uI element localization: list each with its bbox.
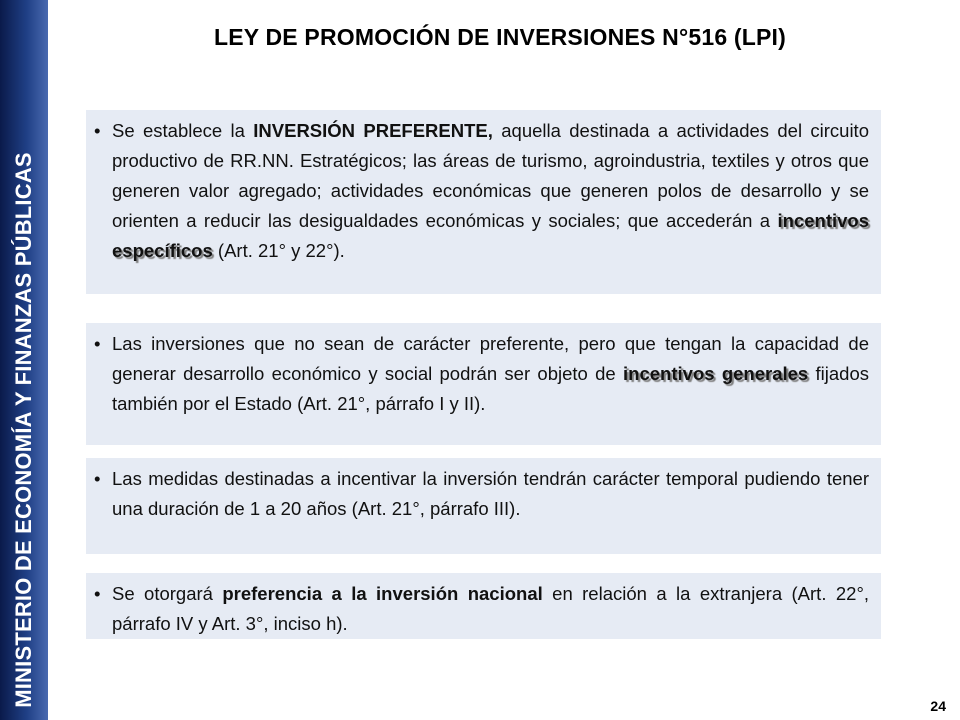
page-title: LEY DE PROMOCIÓN DE INVERSIONES N°516 (LPI) <box>213 24 787 50</box>
sidebar-banner <box>0 0 48 720</box>
bullet-point: • <box>94 120 101 141</box>
paragraph-text: en relación a la extranjera (Art. 22°, párrafo IV y Art. 3°, inciso h). <box>112 583 869 634</box>
emphasis-text: preferencia a la inversión nacional <box>222 583 543 604</box>
text-box-1 <box>86 110 881 294</box>
paragraph-text: aquella destinada a actividades del circuito productivo de RR.NN. Estratégicos; las áreas de turismo, agroindustria, textiles y otros que generen valor agregado; actividades económicas que generen polos de desarrollo y se orienten a reducir las desigualdades económicas y sociales; que accederán a <box>112 120 869 231</box>
bullet-point: • <box>94 333 101 354</box>
emphasis-text: incentivos específicos <box>112 210 869 261</box>
paragraph-text: (Art. 21° y 22°). <box>212 240 345 261</box>
bullet-point: • <box>94 468 101 489</box>
text-box-4 <box>86 573 881 639</box>
paragraph-text: Las inversiones que no sean de carácter preferente, pero que tengan la capacidad de generar desarrollo económico y social podrán ser objeto de <box>112 333 869 384</box>
emphasis-text: incentivos generales <box>623 363 809 384</box>
text-box-3 <box>86 458 881 554</box>
ministry-name: MINISTERIO DE ECONOMÍA Y FINANZAS PÚBLICAS <box>11 152 36 708</box>
paragraph-text: fijados también por el Estado (Art. 21°, párrafo I y II). <box>112 363 869 414</box>
paragraph-text: Se otorgará <box>112 583 223 604</box>
text-box-2 <box>86 323 881 445</box>
emphasis-text: INVERSIÓN PREFERENTE, <box>253 120 493 141</box>
bullet-point: • <box>94 583 101 604</box>
page-number: 24 <box>930 698 946 714</box>
paragraph-text: Se establece la <box>112 120 254 141</box>
paragraph-text: Las medidas destinadas a incentivar la inversión tendrán carácter temporal pudiendo tener una duración de 1 a 20 años (Art. 21°, párrafo III). <box>112 468 869 519</box>
